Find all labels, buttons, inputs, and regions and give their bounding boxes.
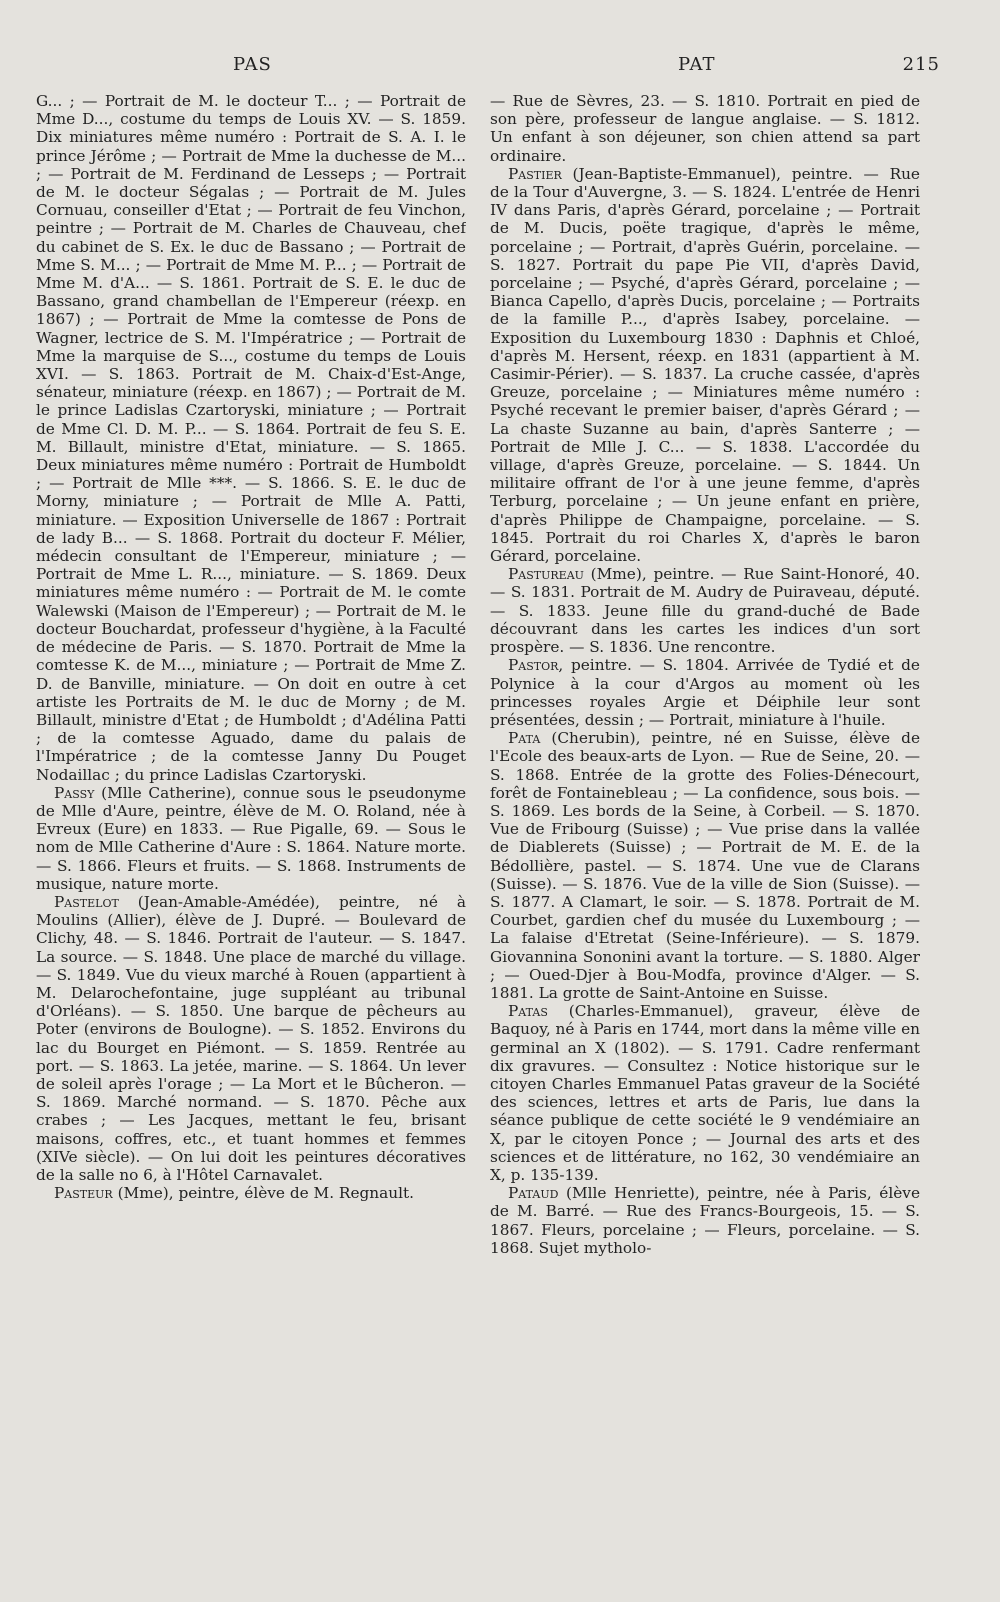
entry-text: (Charles-Emmanuel), graveur, élève de Baquoy, né à Paris en 1744, mort dans la même ville en germinal an X (1802). — S. 1791. Cadre renfermant dix gravures. — Consultez : Notice historique sur le citoyen Charles Emmanuel Patas graveur de la Société des sciences, lettres et arts de Paris, lue dans la séance publique de cette société le 9 vendémiaire an X, par le citoyen Ponce ; — Journal des arts et des sciences et de littérature, no 162, 30 vendémiaire an X, p. 135-139.: [490, 1002, 920, 1184]
entry-pataud: [490, 1184, 920, 1257]
entry-name: Pasteur: [54, 1184, 113, 1203]
entry-pastor: [490, 656, 920, 729]
entry-name: Pastelot: [54, 892, 119, 911]
entry-name: Pastureau: [508, 565, 584, 584]
text-columns: [30, 92, 940, 1542]
entry-pastier: [490, 165, 920, 565]
entry-continuation: G... ; — Portrait de M. le docteur T... ; — Portrait de Mme D..., costume du temps de Louis XV. — S. 1859. Dix miniatures même numéro : Portrait de S. A. I. le prince Jérôme ; — Portrait de Mme la duchesse de M... ; — Portrait de M. Ferdinand de Lesseps ; — Portrait de M. le docteur Ségalas ; — Portrait de M. Jules Cornuau, conseiller d'Etat ; — Portrait de feu Vinchon, peintre ; — Portrait de M. Charles de Chauveau, chef du cabinet de S. Ex. le duc de Bassano ; — Portrait de Mme S. M... ; — Portrait de Mme M. P... ; — Portrait de Mme M. d'A... — S. 1861. Portrait de S. E. le duc de Bassano, grand chambellan de l'Empereur (réexp. en 1867) ; — Portrait de Mme la comtesse de Pons de Wagner, lectrice de S. M. l'Impératrice ; — Portrait de Mme la marquise de S..., costume du temps de Louis XVI. — S. 1863. Portrait de M. Chaix-d'Est-Ange, sénateur, miniature (réexp. en 1867) ; — Portrait de M. le prince Ladislas Czartoryski, miniature ; — Portrait de Mme Cl. D. M. P... — S. 1864. Portrait de feu S. E. M. Billault, ministre d'Etat, miniature. — S. 1865. Deux miniatures même numéro : Portrait de Humboldt ; — Portrait de Mlle ***. — S. 1866. S. E. le duc de Morny, miniature ; — Portrait de Mlle A. Patti, miniature. — Exposition Universelle de 1867 : Portrait de lady B... — S. 1868. Portrait du docteur F. Mélier, médecin consultant de l'Empereur, miniature ; — Portrait de Mme L. R..., miniature. — S. 1869. Deux miniatures même numéro : — Portrait de M. le comte Walewski (Maison de l'Empereur) ; — Portrait de M. le docteur Bouchardat, professeur d'hygiène, à la Faculté de médecine de Paris. — S. 1870. Portrait de Mme la comtesse K. de M..., miniature ; — Portrait de Mme Z. D. de Banville, miniature. — On doit en outre à cet artiste les Portraits de M. le duc de Morny ; de M. Billault, ministre d'Etat ; de Humboldt ; d'Adélina Patti ; de la comtesse Aguado, dame du palais de l'Impératrice ; de la comtesse Janny Du Pouget Nodaillac ; du prince Ladislas Czartoryski.: [36, 92, 466, 784]
entry-text: (Mlle Henriette), peintre, née à Paris, élève de M. Barré. — Rue des Francs-Bourgeois, 15. — S. 1867. Fleurs, porcelaine ; — Fleurs, porcelaine. — S. 1868. Sujet mytholo-: [490, 1184, 920, 1257]
entry-pata: [490, 729, 920, 1002]
left-column: [36, 92, 466, 1542]
entry-pastelot: [36, 893, 466, 1184]
entry-text: (Jean-Baptiste-Emmanuel), peintre. — Rue de la Tour d'Auvergne, 3. — S. 1824. L'entrée de Henri IV dans Paris, d'après Gérard, porcelaine ; — Portrait de M. Ducis, poëte tragique, d'après le même, porcelaine ; — Portrait, d'après Guérin, porcelaine. — S. 1827. Portrait du pape Pie VII, d'après David, porcelaine ; — Psyché, d'après Gérard, porcelaine ; — Bianca Capello, d'après Ducis, porcelaine ; — Portraits de la famille P..., d'après Isabey, porcelaine. — Exposition du Luxembourg 1830 : Daphnis et Chloé, d'après M. Hersent, réexp. en 1831 (appartient à M. Casimir-Périer). — S. 1837. La cruche cassée, d'après Greuze, porcelaine ; — Miniatures même numéro : Psyché recevant le premier baiser, d'après Gérard ; — La chaste Suzanne au bain, d'après Santerre ; — Portrait de Mlle J. C... — S. 1838. L'accordée du village, d'après Greuze, porcelaine. — S. 1844. Un militaire offrant de l'or à une jeune femme, d'après Terburg, porcelaine ; — Un jeune enfant en prière, d'après Philippe de Champaigne, porcelaine. — S. 1845. Portrait du roi Charles X, d'après le baron Gérard, porcelaine.: [490, 164, 920, 566]
entry-text: (Mme), peintre, élève de M. Regnault.: [112, 1184, 415, 1203]
dictionary-page: [30, 52, 940, 1552]
header-left-word: PAS: [233, 54, 272, 75]
entry-pastureau: [490, 565, 920, 656]
entry-continuation: — Rue de Sèvres, 23. — S. 1810. Portrait en pied de son père, professeur de langue anglaise. — S. 1812. Un enfant à son déjeuner, son chien attend sa part ordinaire.: [490, 92, 920, 165]
running-header: [30, 52, 940, 84]
entry-name: Pastier: [508, 164, 562, 183]
entry-name: Passy: [54, 783, 95, 802]
right-column: [490, 92, 920, 1542]
entry-text: (Cherubin), peintre, né en Suisse, élève de l'Ecole des beaux-arts de Lyon. — Rue de Seine, 20. — S. 1868. Entrée de la grotte des Folies-Dénecourt, forêt de Fontainebleau ; — La confidence, sous bois. — S. 1869. Les bords de la Seine, à Corbeil. — S. 1870. Vue de Fribourg (Suisse) ; — Vue prise dans la vallée de Diablerets (Suisse) ; — Portrait de M. E. de la Bédollière, pastel. — S. 1874. Une vue de Clarans (Suisse). — S. 1876. Vue de la ville de Sion (Suisse). — S. 1877. A Clamart, le soir. — S. 1878. Portrait de M. Courbet, gardien chef du musée du Luxembourg ; — La falaise d'Etretat (Seine-Inférieure). — S. 1879. Giovannina Sononini avant la torture. — S. 1880. Alger ; — Oued-Djer à Bou-Modfa, province d'Alger. — S. 1881. La grotte de Saint-Antoine en Suisse.: [490, 729, 920, 1002]
entry-text: (Mlle Catherine), connue sous le pseudonyme de Mlle d'Aure, peintre, élève de M. O. Roland, née à Evreux (Eure) en 1833. — Rue Pigalle, 69. — Sous le nom de Mlle Catherine d'Aure : S. 1864. Nature morte. — S. 1866. Fleurs et fruits. — S. 1868. Instruments de musique, nature morte.: [36, 783, 466, 893]
entry-name: Pastor: [508, 656, 559, 675]
entry-passy: [36, 784, 466, 893]
entry-name: Pataud: [508, 1184, 559, 1203]
entry-name: Pata: [508, 729, 541, 748]
entry-name: Patas: [508, 1002, 548, 1021]
entry-text: , peintre. — S. 1804. Arrivée de Tydié et de Polynice à la cour d'Argos au moment où les princesses royales Argie et Déiphile leur sont présentées, dessin ; — Portrait, miniature à l'huile.: [490, 656, 920, 729]
entry-patas: [490, 1002, 920, 1184]
entry-text: (Jean-Amable-Amédée), peintre, né à Moulins (Allier), élève de J. Dupré. — Boulevard de Clichy, 48. — S. 1846. Portrait de l'auteur. — S. 1847. La source. — S. 1848. Une place de marché du village. — S. 1849. Vue du vieux marché à Rouen (appartient à M. Delarochefontaine, juge suppléant au tribunal d'Orléans). — S. 1850. Une barque de pêcheurs au Poter (environs de Boulogne). — S. 1852. Environs du lac du Bourget en Piémont. — S. 1859. Rentrée au port. — S. 1863. La jetée, marine. — S. 1864. Un lever de soleil après l'orage ; — La Mort et le Bûcheron. — S. 1869. Marché normand. — S. 1870. Pêche aux crabes ; — Les Jacques, mettant le feu, brisant maisons, coffres, etc., et tuant hommes et femmes (XIVe siècle). — On lui doit les peintures décoratives de la salle no 6, à l'Hôtel Carnavalet.: [36, 892, 466, 1184]
page-number: 215: [902, 54, 940, 75]
entry-text: (Mme), peintre. — Rue Saint-Honoré, 40. — S. 1831. Portrait de M. Audry de Puiraveau, député. — S. 1833. Jeune fille du grand-duché de Bade découvrant dans les cartes les indices d'un sort prospère. — S. 1836. Une rencontre.: [490, 565, 920, 657]
entry-pasteur: [36, 1184, 466, 1202]
header-right-word: PAT: [678, 54, 716, 75]
